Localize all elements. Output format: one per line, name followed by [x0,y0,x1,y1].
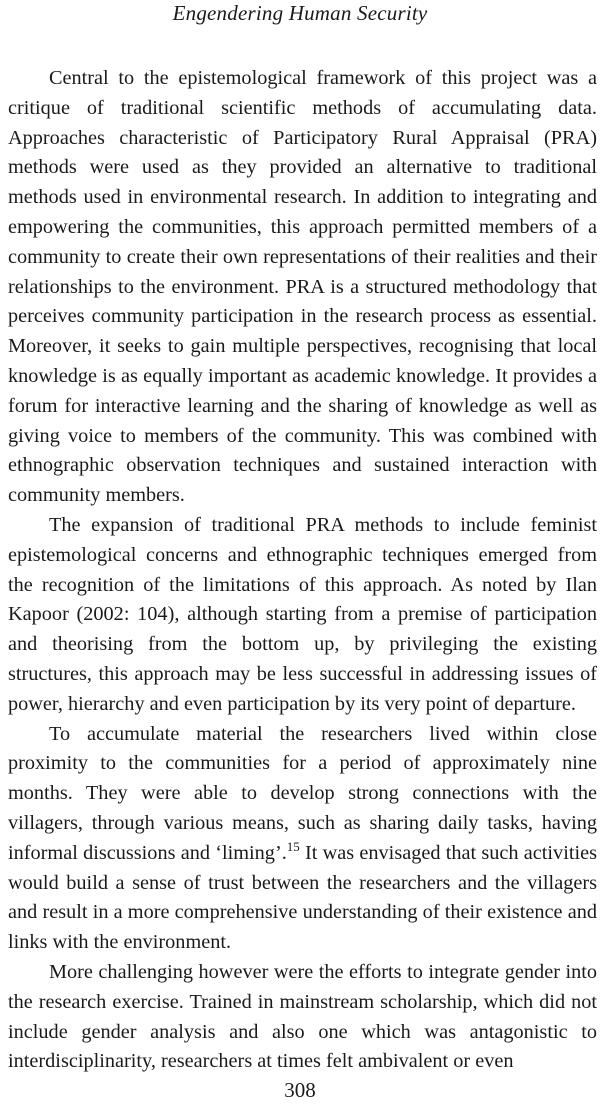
paragraph-text: To accumulate material the researchers lived within close proximity to the communities for a period of approximately nine months. They were able to develop strong connections with the villagers, through various means, such as sharing daily tasks, having informal discussions and ‘liming’. [8,722,597,864]
paragraph: The expansion of traditional PRA methods to include feminist epistemological concerns and ethnographic techniques emerged from the recognition of the limitations of this approach. As noted by Ilan Kapoor (2002: 104), although starting from a premise of participation and theorising from the bottom up, by privileging the existing structures, this approach may be less successful in addressing issues of power, hierarchy and even participation by its very point of departure. [8,513,597,715]
body-text [8,64,597,1077]
page-number: 308 [284,1078,316,1102]
paragraph-text: It was envisaged that such activities would build a sense of trust between the researchers and the villagers and result in a more comprehensive understanding of their existence and links with the environment. [8,841,597,954]
paragraph [8,720,597,958]
paragraph: Central to the epistemological framework of this project was a critique of traditional scientific methods of accumulating data. Approaches characteristic of Participatory Rural Appraisal (PRA) methods were used as they provided an alternative to traditional methods used in environmental research. In addition to integrating and empowering the communities, this approach permitted members of a community to create their own representations of their realities and their relationships to the environment. PRA is a structured methodology that perceives community participation in the research process as essential. Moreover, it seeks to gain multiple perspectives, recognising that local knowledge is as equally important as academic knowledge. It provides a forum for interactive learning and the sharing of knowledge as well as giving voice to members of the community. This was combined with ethnographic observation techniques and sustained interaction with community members. [8,67,597,507]
running-head: Engendering Human Security [172,1,428,25]
paragraph: More challenging however were the efforts to integrate gender into the research exercise. Trained in mainstream scholarship, which did not include gender analysis and also one which was antagonistic to interdisciplinarity, researchers at times felt ambivalent or even [8,960,597,1073]
footnote-marker[interactable]: 15 [286,838,300,854]
